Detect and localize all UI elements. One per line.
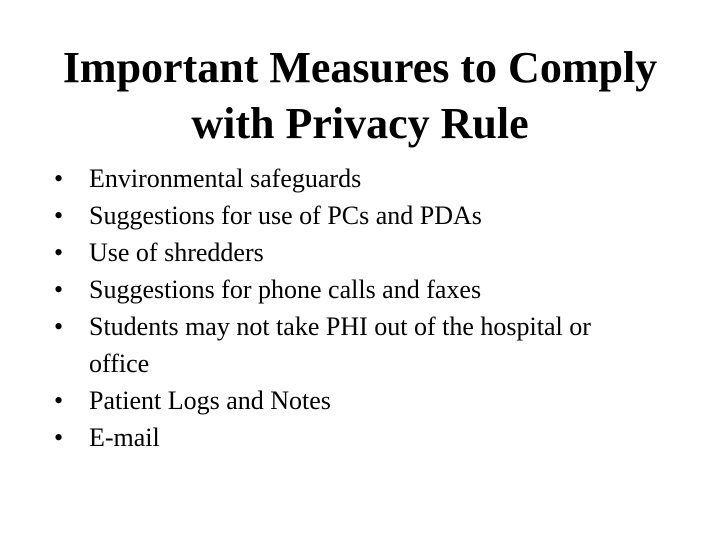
- bullet-icon: •: [54, 201, 64, 230]
- slide-title-line-2: with Privacy Rule: [191, 99, 529, 148]
- bullet-list: [54, 160, 694, 456]
- bullet-item-pcs-pdas: [54, 197, 694, 234]
- bullet-icon: •: [54, 275, 64, 304]
- bullet-text: Patient Logs and Notes: [89, 386, 331, 415]
- bullet-icon: •: [54, 423, 64, 452]
- bullet-text: Students may not take PHI out of the hospital or office: [89, 312, 591, 378]
- bullet-item-patient-logs: [54, 382, 694, 419]
- bullet-text: Use of shredders: [89, 238, 264, 267]
- bullet-text: E-mail: [89, 423, 160, 452]
- bullet-icon: •: [54, 164, 64, 193]
- bullet-text: Environmental safeguards: [89, 164, 362, 193]
- bullet-icon: •: [54, 312, 64, 341]
- slide-title-line-1: Important Measures to Comply: [62, 43, 658, 92]
- bullet-icon: •: [54, 386, 64, 415]
- bullet-item-email: [54, 419, 694, 456]
- bullet-text: Suggestions for phone calls and faxes: [89, 275, 482, 304]
- bullet-item-environmental-safeguards: [54, 160, 694, 197]
- bullet-text: Suggestions for use of PCs and PDAs: [89, 201, 482, 230]
- bullet-icon: •: [54, 238, 64, 267]
- bullet-item-phi: [54, 308, 694, 382]
- slide-title: [40, 40, 680, 152]
- bullet-item-phone-faxes: [54, 271, 694, 308]
- bullet-item-shredders: [54, 234, 694, 271]
